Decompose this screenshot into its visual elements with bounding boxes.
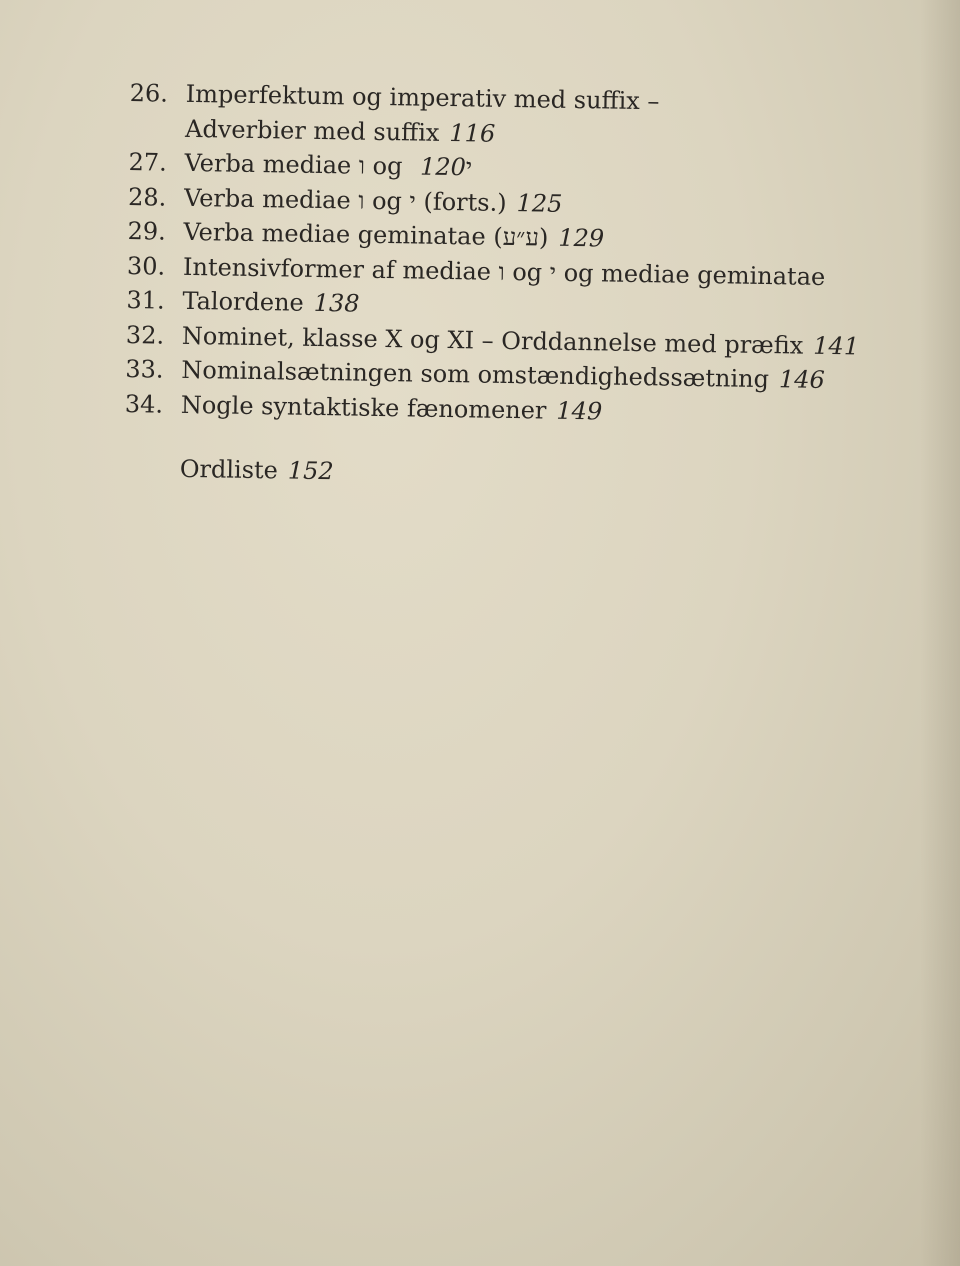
chapter-number: 32. [125,320,165,350]
chapter-title: Talordene [182,286,304,317]
chapter-title: Nominet, klasse X og XI – Orddannelse med præfix [181,321,804,360]
chapter-number: 30. [126,251,166,281]
chapter-number: 28. [127,182,167,212]
chapter-title: Verba mediae ו og י (forts.) [183,183,507,217]
chapter-title: Imperfektum og imperativ med suffix – [185,79,660,116]
chapter-number: 34. [124,389,164,419]
chapter-number: 33. [125,354,164,384]
page-number: 125 [516,188,563,218]
chapter-number: 27. [128,147,168,177]
page-number: 149 [556,396,603,425]
page-number: 141 [813,331,860,360]
table-of-contents [124,76,890,497]
page-number: 129 [558,223,605,253]
page-number: 146 [778,365,825,394]
page-number: 116 [449,118,496,148]
chapter-title: Adverbier med suffix [184,114,440,147]
chapter-number: 26. [129,78,169,108]
ordliste-title: Ordliste [179,454,279,485]
chapter-number: 31. [126,285,165,315]
chapter-title: Nogle syntaktiske fænomener [180,390,547,425]
page-number: 138 [313,288,360,318]
chapter-title: Intensivformer af mediae ו og י og mediae geminatae [182,252,826,291]
chapter-title: Verba mediae geminatae (ע״ע) [183,217,549,252]
chapter-number: 29. [127,216,166,246]
page-number: 152 [287,456,334,486]
chapter-title: Nominalsætningen som omstændighedssætning [181,355,770,394]
page-edge-shadow [920,0,960,1266]
chapter-title: Verba mediae ו og י [184,148,473,182]
page-number: 120 [419,152,467,182]
